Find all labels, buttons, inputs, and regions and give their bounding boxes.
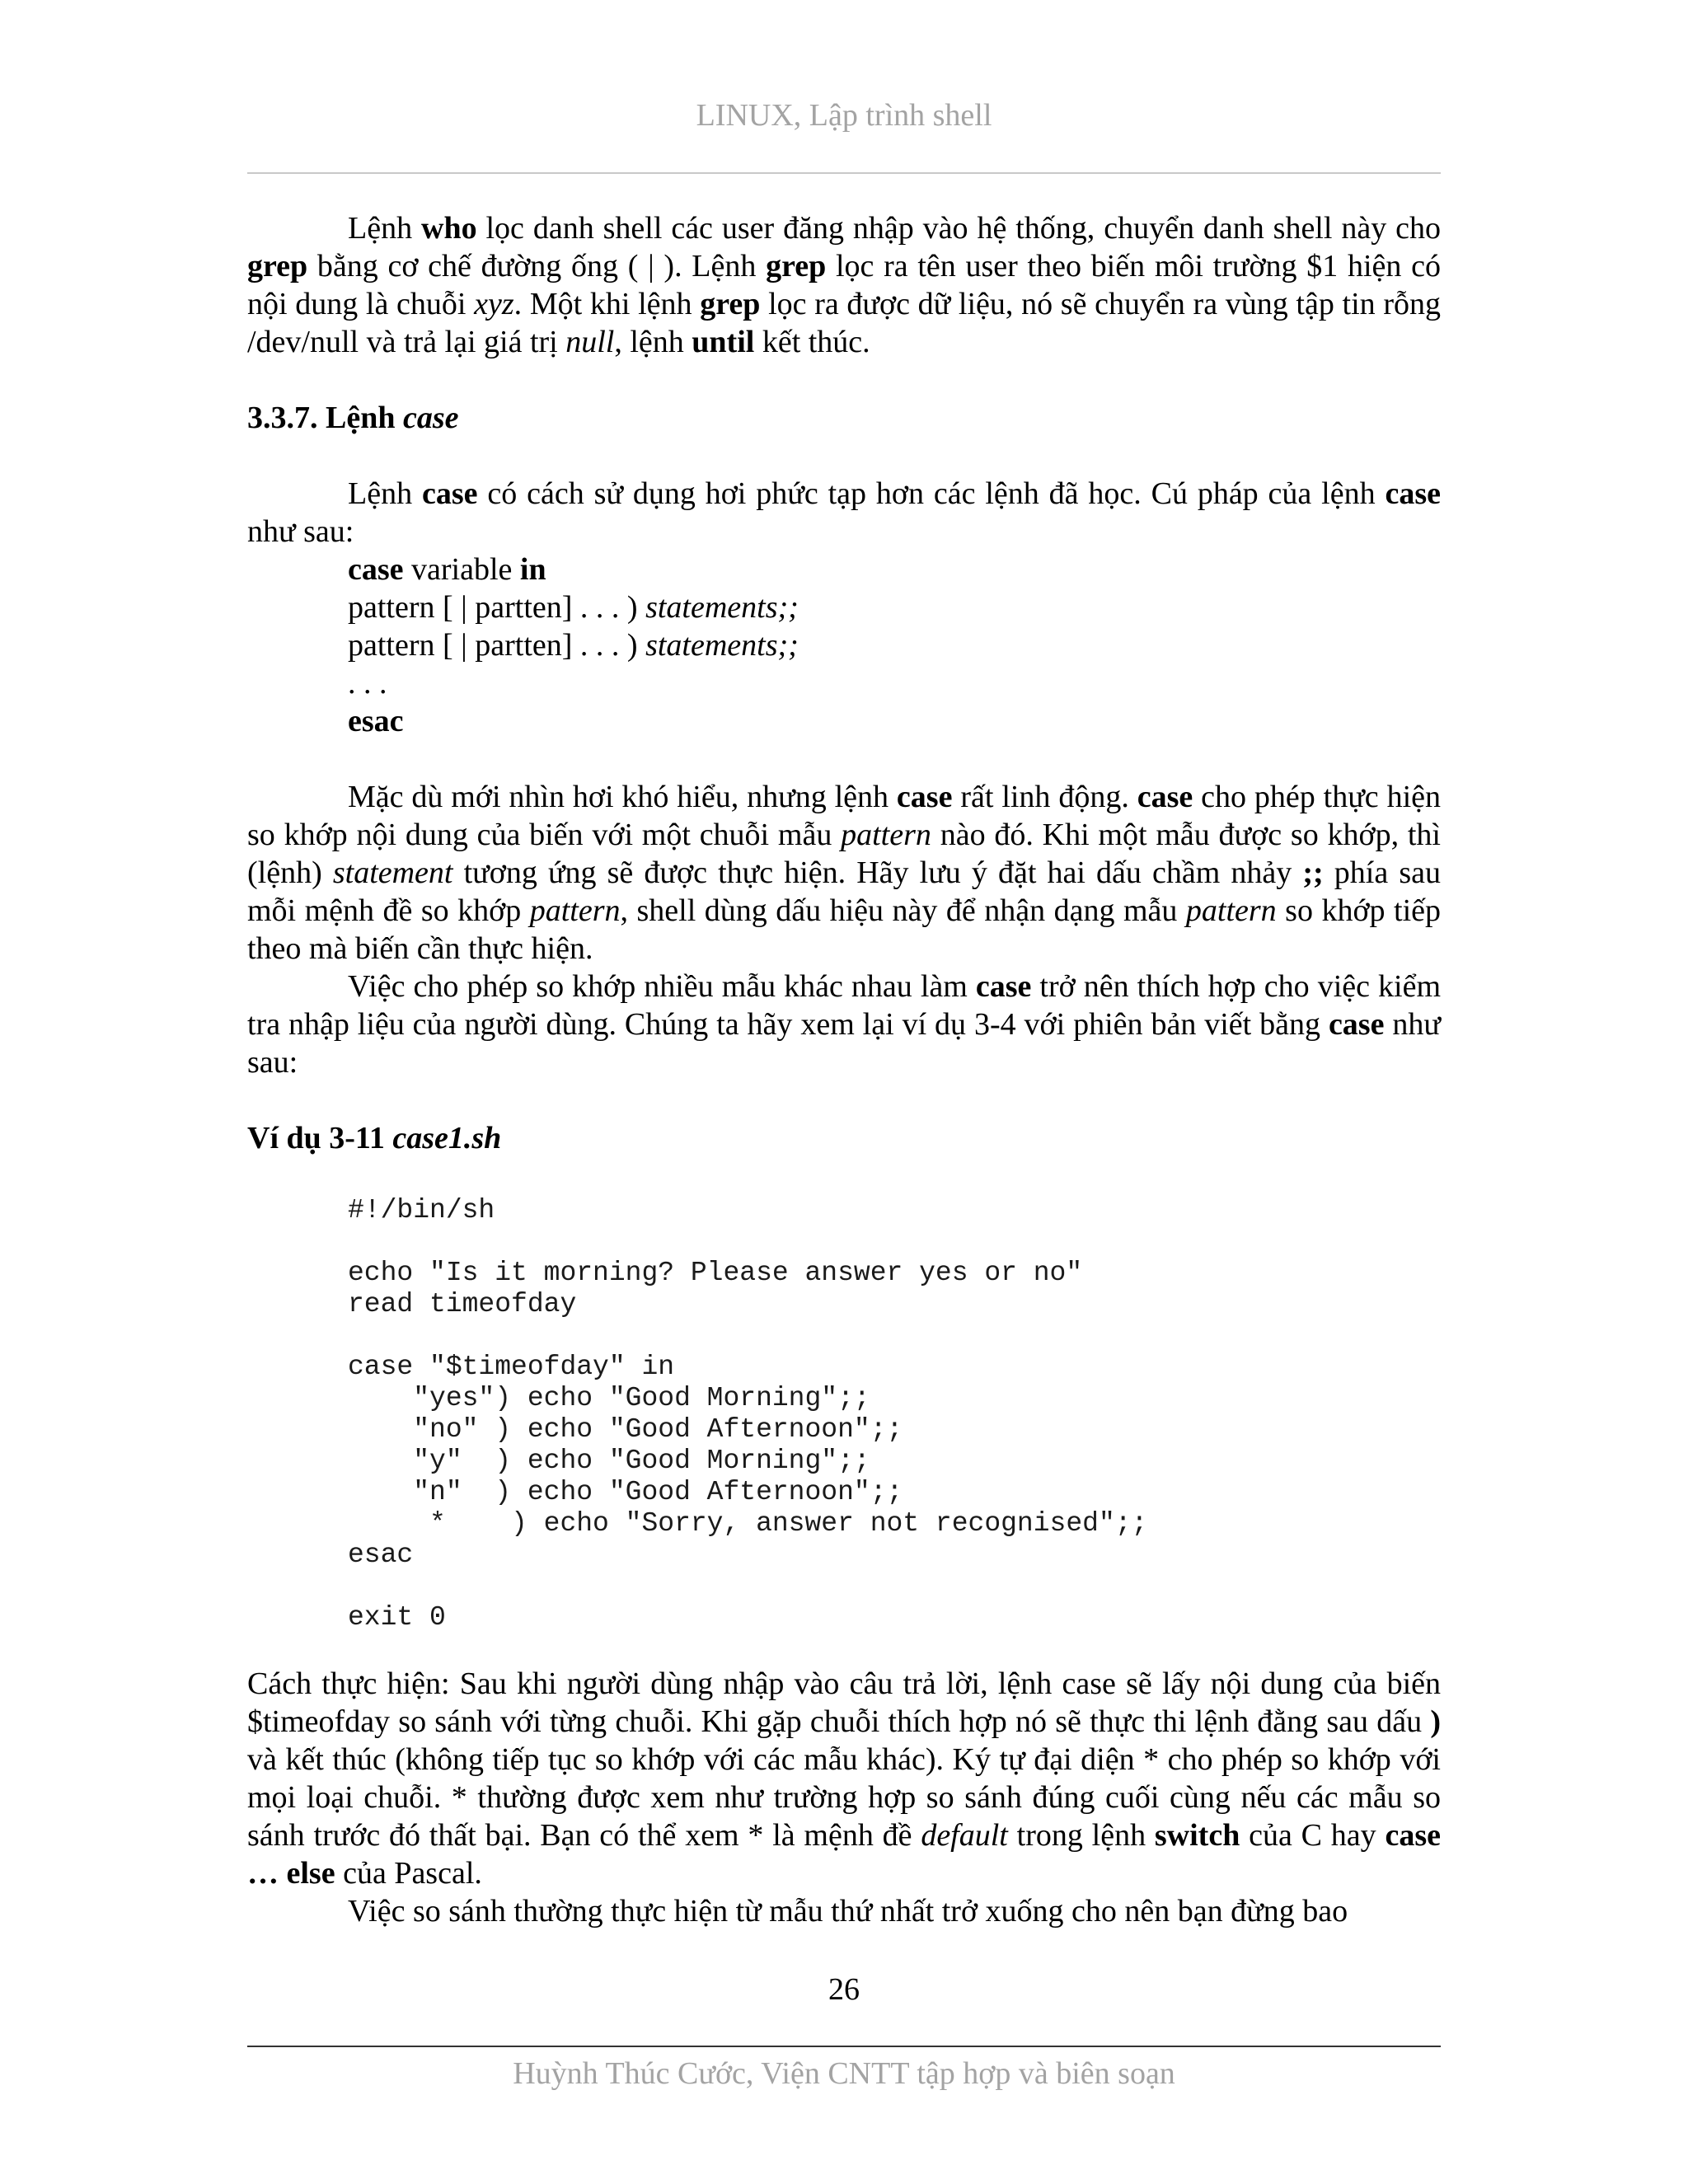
- section-heading-case: 3.3.7. Lệnh case: [247, 401, 459, 435]
- paragraph-continuation: Việc so sánh thường thực hiện từ mẫu thứ nhất trở xuống cho nên bạn đừng bao: [348, 1894, 1348, 1929]
- running-header: LINUX, Lập trình shell: [696, 98, 992, 133]
- syntax-line-5: esac: [348, 704, 404, 738]
- code-listing: #!/bin/sh echo "Is it morning? Please answer yes or no" read timeofday case "$timeofday" in "yes") echo "Good Morning";; "no" ) echo "Good Afternoon";; "y" ) echo "Good Morning";; "n" ) echo "Good Afternoon";; * ) echo "Sorry, answer not recognised";; esac exit 0: [348, 1195, 1148, 1633]
- case-syntax-block: [247, 551, 1441, 740]
- paragraph-who-grep: Lệnh who lọc danh shell các user đăng nhập vào hệ thống, chuyển danh shell này cho grep bằng cơ chế đường ống ( | ). Lệnh grep lọc ra tên user theo biến môi trường $1 hiện có nội dung là chuỗi xyz. Một khi lệnh grep lọc ra được dữ liệu, nó sẽ chuyển ra vùng tập tin rỗng /dev/null và trả lại giá trị null, lệnh until kết thúc.: [247, 211, 1441, 359]
- footer-credit: Huỳnh Thúc Cước, Viện CNTT tập hợp và biên soạn: [513, 2056, 1175, 2091]
- page-content: [247, 209, 1441, 1930]
- spacer: [247, 740, 1441, 778]
- paragraph-execution: Cách thực hiện: Sau khi người dùng nhập vào câu trả lời, lệnh case sẽ lấy nội dung của biến $timeofday so sánh với từng chuỗi. Khi gặp chuỗi thích hợp nó sẽ thực thi lệnh đằng sau dấu ) và kết thúc (không tiếp tục so khớp với các mẫu khác). Ký tự đại diện * cho phép so khớp với mọi loại chuỗi. * thường được xem như trường hợp so sánh đúng cuối cùng nếu các mẫu so sánh trước đó thất bại. Bạn có thể xem * là mệnh đề default trong lệnh switch của C hay case … else của Pascal.: [247, 1666, 1442, 1891]
- footer-divider: [247, 2046, 1441, 2047]
- syntax-line-1: case variable in: [348, 552, 546, 587]
- paragraph-case-usage: Việc cho phép so khớp nhiều mẫu khác nhau làm case trở nên thích hợp cho việc kiểm tra nhập liệu của người dùng. Chúng ta hãy xem lại ví dụ 3-4 với phiên bản viết bằng case như sau:: [247, 969, 1441, 1080]
- example-heading: Ví dụ 3-11 case1.sh: [247, 1121, 502, 1155]
- page-number: 26: [828, 1972, 860, 2007]
- syntax-line-2: pattern [ | partten] . . . ) statements;;: [348, 590, 799, 625]
- paragraph-case-intro: Lệnh case có cách sử dụng hơi phức tạp hơn các lệnh đã học. Cú pháp của lệnh case như sau:: [247, 476, 1441, 549]
- paragraph-case-explanation: Mặc dù mới nhìn hơi khó hiểu, nhưng lệnh case rất linh động. case cho phép thực hiện so khớp nội dung của biến với một chuỗi mẫu pattern nào đó. Khi một mẫu được so khớp, thì (lệnh) statement tương ứng sẽ được thực hiện. Hãy lưu ý đặt hai dấu chầm nhảy ;; phía sau mỗi mệnh đề so khớp pattern, shell dùng dấu hiệu này để nhận dạng mẫu pattern so khớp tiếp theo mà biến cần thực hiện.: [247, 780, 1442, 966]
- header-divider: [247, 172, 1441, 174]
- syntax-line-3: pattern [ | partten] . . . ) statements;;: [348, 628, 799, 663]
- syntax-line-4: . . .: [348, 666, 387, 701]
